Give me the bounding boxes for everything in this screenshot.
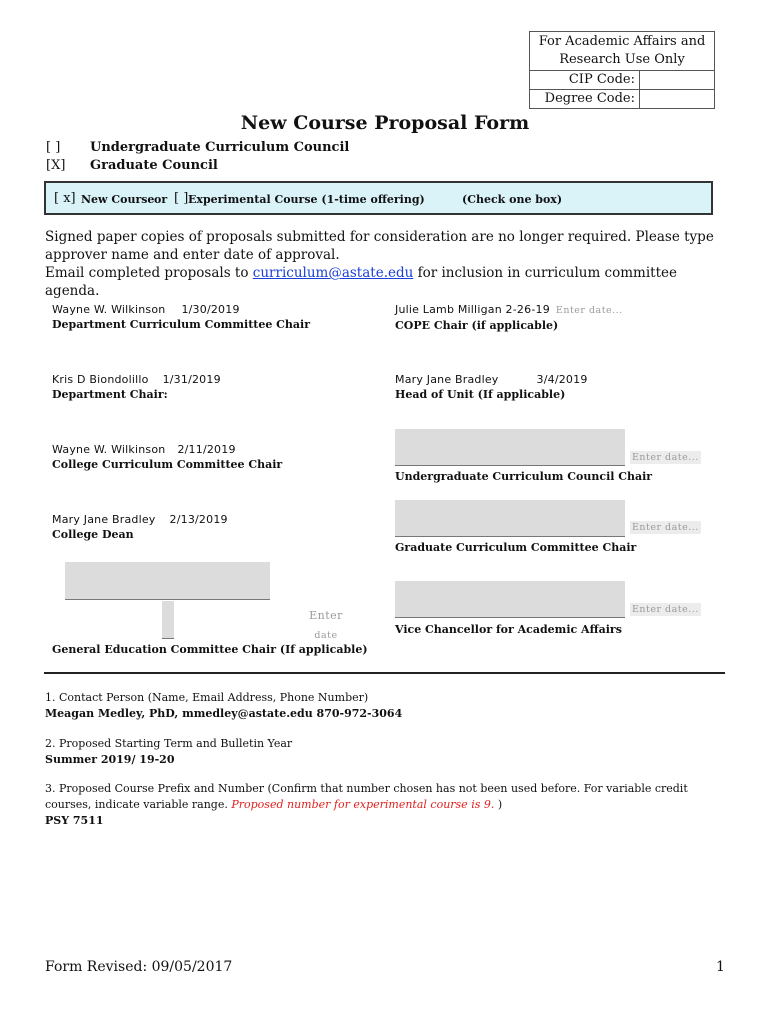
or-label: or [154, 193, 168, 206]
question-prompt: 3. Proposed Course Prefix and Number (Confirm that number chosen has not been used before. For variable credit courses, indicate variable range. [45, 782, 688, 811]
signer-name[interactable]: Mary Jane Bradley [395, 373, 499, 386]
signer-name[interactable]: Wayne W. Wilkinson [52, 303, 166, 316]
section-divider [44, 672, 725, 674]
gcc-signature-field[interactable] [395, 500, 625, 537]
signature-department-chair [52, 372, 221, 402]
question-answer[interactable]: Meagan Medley, PhD, mmedley@astate.edu 870-972-3064 [45, 707, 403, 720]
signer-role: COPE Chair (if applicable) [395, 319, 559, 332]
signature-date[interactable]: 3/4/2019 [536, 373, 588, 386]
cip-code-field[interactable] [640, 71, 714, 89]
question-prompt: 1. Contact Person (Name, Email Address, Phone Number) [45, 691, 369, 704]
gen-ed-signature-field[interactable] [65, 562, 270, 600]
signer-role: General Education Committee Chair (If applicable) [52, 643, 368, 656]
graduate-checkbox[interactable]: [X] [46, 158, 66, 173]
signature-vice-chancellor [395, 622, 622, 637]
signature-date[interactable]: 1/30/2019 [181, 303, 240, 316]
office-use-heading: For Academic Affairs and Research Use Only [538, 34, 706, 67]
question-term [45, 736, 725, 768]
signature-gcc-chair [395, 540, 636, 555]
undergraduate-checkbox[interactable]: [ ] [46, 140, 61, 155]
council-option-undergraduate[interactable] [46, 140, 349, 155]
signer-role: Head of Unit (If applicable) [395, 388, 566, 401]
undergraduate-council-label: Undergraduate Curriculum Council [90, 140, 350, 155]
check-one-hint: (Check one box) [462, 193, 563, 206]
question-prompt-end: ) [497, 798, 503, 811]
signature-cope-chair [395, 302, 623, 333]
signer-role: Department Curriculum Committee Chair [52, 318, 311, 331]
course-type-bar [44, 181, 713, 215]
cope-date-field[interactable]: Enter date... [555, 305, 623, 316]
page-number: 1 [716, 959, 725, 975]
new-course-label: New Course [81, 193, 155, 206]
signer-name[interactable]: Mary Jane Bradley [52, 513, 156, 526]
signature-gen-ed-chair [52, 642, 368, 657]
gen-ed-date-field[interactable] [306, 606, 346, 646]
signer-name[interactable]: Wayne W. Wilkinson [52, 443, 166, 456]
question-answer[interactable]: Summer 2019/ 19-20 [45, 753, 175, 766]
council-option-graduate[interactable] [46, 158, 218, 173]
instructions-email-prefix: Email completed proposals to [45, 265, 253, 281]
form-revised-date: Form Revised: 09/05/2017 [45, 959, 233, 975]
cip-code-label: CIP Code: [530, 71, 640, 89]
degree-code-field[interactable] [640, 90, 714, 108]
gen-ed-date-placeholder-1: Enter [309, 609, 343, 622]
question-prompt: 2. Proposed Starting Term and Bulletin Year [45, 737, 293, 750]
signer-role: Undergraduate Curriculum Council Chair [395, 470, 653, 483]
curriculum-email-link[interactable]: curriculum@astate.edu [252, 265, 414, 281]
graduate-council-label: Graduate Council [90, 158, 218, 173]
signer-role: Department Chair: [52, 388, 168, 401]
experimental-course-label: Experimental Course (1-time offering) [188, 193, 425, 206]
office-use-box [529, 31, 715, 109]
question-answer[interactable]: PSY 7511 [45, 814, 104, 827]
question-prompt-block [45, 781, 725, 813]
signature-college-dean [52, 512, 228, 542]
signer-role: Graduate Curriculum Committee Chair [395, 541, 637, 554]
experimental-number-note: Proposed number for experimental course is 9. [231, 798, 495, 811]
signature-college-curriculum-chair [52, 442, 282, 472]
new-course-checkbox[interactable]: [ x] [54, 191, 76, 206]
signer-role: College Curriculum Committee Chair [52, 458, 283, 471]
signature-date[interactable]: 1/31/2019 [162, 373, 221, 386]
signature-ucc-chair [395, 469, 652, 484]
cip-code-row [530, 70, 714, 89]
gcc-date-field[interactable]: Enter date... [632, 522, 699, 533]
gen-ed-name-field[interactable] [162, 601, 174, 639]
signer-role: College Dean [52, 528, 134, 541]
ucc-date-field[interactable]: Enter date... [632, 452, 699, 463]
signer-name[interactable]: Kris D Biondolillo [52, 373, 149, 386]
instructions-email-suffix: for inclusion in curriculum committee agenda. [45, 265, 677, 299]
instructions [45, 228, 725, 300]
signer-role: Vice Chancellor for Academic Affairs [395, 623, 622, 636]
signature-date[interactable]: 2/11/2019 [177, 443, 236, 456]
question-course-number [45, 781, 725, 829]
instructions-line-1: Signed paper copies of proposals submitted for consideration are no longer required. Please type approver name and enter date of approval. [45, 229, 714, 263]
ucc-signature-field[interactable] [395, 429, 625, 466]
signer-name[interactable]: Julie Lamb Milligan 2-26-19 [395, 303, 550, 316]
instructions-line-2 [45, 264, 725, 300]
form-title: New Course Proposal Form [240, 112, 530, 134]
vc-date-field[interactable]: Enter date... [632, 604, 699, 615]
gen-ed-date-placeholder-2: date [314, 630, 338, 641]
vc-signature-field[interactable] [395, 581, 625, 618]
question-contact [45, 690, 725, 722]
signature-date[interactable]: 2/13/2019 [169, 513, 228, 526]
degree-code-row [530, 89, 714, 108]
degree-code-label: Degree Code: [530, 90, 640, 108]
signature-dept-curriculum-chair [52, 302, 310, 332]
signature-head-of-unit [395, 372, 588, 402]
experimental-course-checkbox[interactable]: [ ] [174, 191, 189, 206]
